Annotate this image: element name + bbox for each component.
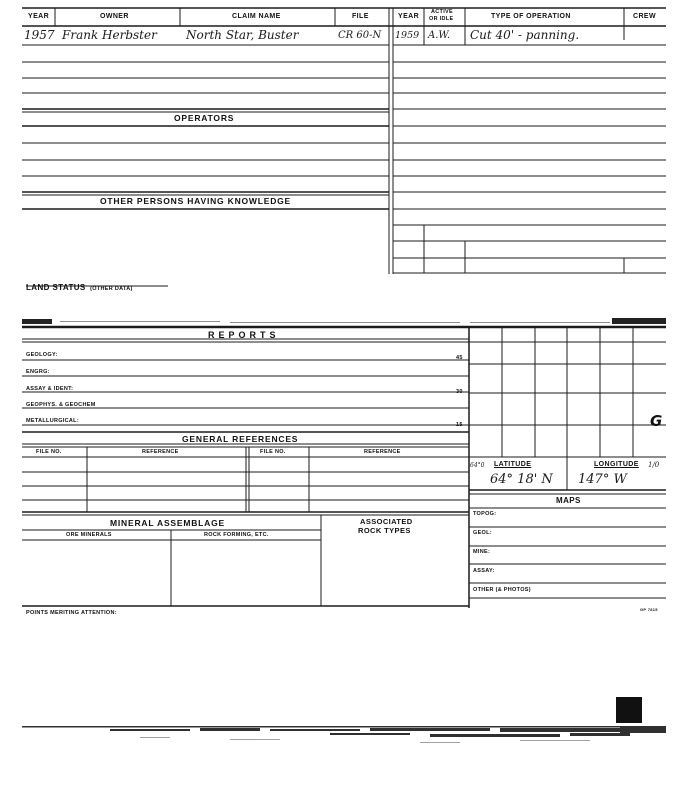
latitude-label: LATITUDE [494,461,532,468]
land-status-label: LAND STATUS [26,283,86,292]
entry-owner: Frank Herbster [62,28,157,42]
report-assay-label: ASSAY & IDENT: [26,386,74,392]
header-year: YEAR [28,13,50,20]
form-number: GP 7815 [640,607,658,612]
rock-forming-label: ROCK FORMING, ETC. [204,532,269,538]
header-type-of-operation: TYPE OF OPERATION [491,13,571,20]
gen-ref-reference-1: REFERENCE [142,449,179,455]
land-status-heading [26,277,133,295]
entry-file: CR 60-N [338,30,382,41]
gen-ref-file-no-2: FILE NO. [260,449,286,455]
maps-title: MAPS [556,496,581,505]
grid-side-letter: G [650,412,663,430]
reports-title: REPORTS [208,330,280,340]
operators-label: OPERATORS [174,113,235,123]
header-or-idle: OR IDLE [429,16,454,22]
longitude-value: 147° W [578,472,627,487]
other-persons-label: OTHER PERSONS HAVING KNOWLEDGE [100,196,292,206]
report-geophys-label: GEOPHYS. & GEOCHEM [26,402,96,408]
latitude-value: 64° 18' N [490,472,553,487]
entry-operation: Cut 40' - panning. [470,28,580,42]
associated-label: ASSOCIATED [360,517,413,526]
header-file: FILE [352,13,369,20]
report-geology-num: 45 [456,355,463,361]
maps-assay-label: ASSAY: [473,568,495,574]
gen-ref-reference-2: REFERENCE [364,449,401,455]
points-meriting-label: POINTS MERITING ATTENTION: [26,610,117,616]
maps-other-label: OTHER (& PHOTOS) [473,587,531,593]
land-status-sub: (OTHER DATA) [90,286,133,292]
coord-note-right: 1/0 [648,461,660,469]
mineral-assemblage-title: MINERAL ASSEMBLAGE [110,518,225,528]
entry-active: A.W. [428,30,451,41]
report-metallurgical-label: METALLURGICAL: [26,418,79,424]
header-owner: OWNER [100,13,129,20]
header-crew: CREW [633,13,656,20]
entry-year-2: 1959 [395,30,420,41]
coord-note-left: 64°0 [470,462,485,469]
general-references-title: GENERAL REFERENCES [182,434,299,444]
report-engrg-label: ENGRG: [26,369,50,375]
header-year-2: YEAR [398,13,420,20]
gen-ref-file-no-1: FILE NO. [36,449,62,455]
longitude-label: LONGITUDE [594,461,639,468]
ore-minerals-label: ORE MINERALS [66,532,112,538]
report-geology-label: GEOLOGY: [26,352,58,358]
header-claim-name: CLAIM NAME [232,13,281,20]
report-assay-num: 30 [456,389,463,395]
maps-mine-label: MINE: [473,549,491,555]
entry-year: 1957 [24,28,55,42]
maps-topog-label: TOPOG: [473,511,497,517]
header-active: ACTIVE [431,9,453,15]
maps-geol-label: GEOL: [473,530,492,536]
report-metallurgical-num: 15 [456,422,463,428]
rock-types-label: ROCK TYPES [358,526,411,535]
entry-claim-name: North Star, Buster [186,28,299,42]
